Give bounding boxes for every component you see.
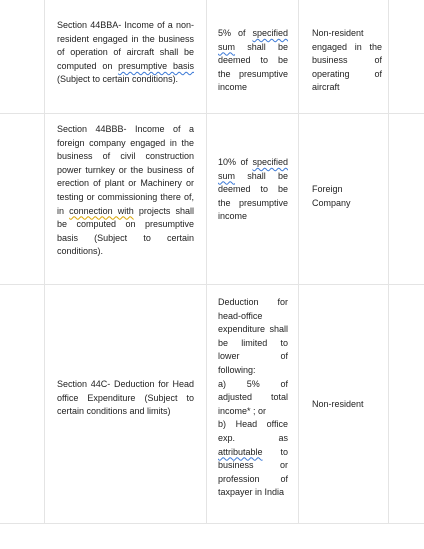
- section-heading: Section 44BBA- Income of a non-resident engaged in the business of operation of aircraft shall be computed on: [57, 20, 194, 71]
- assessee-text: Non-resident: [312, 399, 364, 409]
- column-divider: [298, 114, 299, 284]
- table-row: [0, 114, 424, 285]
- column-divider: [206, 0, 207, 113]
- section-tail: projects shall be computed on presumptive basis (Subject to certain conditions).: [57, 205, 194, 257]
- column-divider: [44, 114, 45, 284]
- column-divider: [44, 0, 45, 113]
- section-heading: Section 44C- Deduction for Head office Expenditure (Subject to certain conditions and limits): [57, 379, 194, 417]
- rate-cell: [218, 156, 288, 224]
- rate-cell: [218, 296, 288, 500]
- rate-intro: Deduction for head-office expenditure shall be limited to lower of following:: [218, 297, 288, 375]
- column-divider: [206, 114, 207, 284]
- rate-tail: shall be deemed to be the presumptive income: [218, 41, 288, 93]
- column-divider: [298, 285, 299, 523]
- rate-prefix: 5% of: [218, 28, 253, 38]
- section-description-cell: [57, 378, 194, 419]
- section-heading: Section 44BBB- Income of a foreign company engaged in the business of civil construction power turnkey or the business of erection of plant or Machinery or testing or commissioning there of, in: [57, 124, 194, 216]
- spellcheck-underlined-text: connection with: [69, 205, 134, 216]
- column-divider: [388, 285, 389, 523]
- rate-prefix: 10% of: [218, 157, 253, 167]
- rate-item-a: a) 5% of adjusted total income* ; or: [218, 378, 288, 416]
- assessee-cell: [312, 183, 382, 210]
- spellcheck-underlined-text: presumptive basis: [118, 60, 194, 71]
- spellcheck-underlined-text: specified sum: [218, 28, 288, 52]
- spellcheck-underlined-text: attributable: [218, 446, 263, 457]
- rate-cell: [218, 27, 288, 95]
- assessee-text: Foreign Company: [312, 184, 351, 208]
- section-description-cell: [57, 19, 194, 87]
- column-divider: [388, 0, 389, 113]
- section-tail: (Subject to certain conditions).: [57, 74, 179, 85]
- column-divider: [44, 285, 45, 523]
- assessee-text: Non-resident engaged in the business of operating of aircraft: [312, 28, 382, 93]
- table-row: [0, 0, 424, 114]
- column-divider: [206, 285, 207, 523]
- assessee-cell: [312, 398, 382, 412]
- rate-item-b-prefix: b) Head office exp. as: [218, 419, 288, 443]
- column-divider: [388, 114, 389, 284]
- rate-item-b-tail: to business or profession of taxpayer in India: [218, 446, 288, 498]
- assessee-cell: [312, 27, 382, 95]
- spellcheck-underlined-text: specified sum: [218, 157, 288, 181]
- section-description-cell: [57, 123, 194, 259]
- table-row: [0, 285, 424, 524]
- rate-tail: shall be deemed to be the presumptive income: [218, 170, 288, 222]
- column-divider: [298, 0, 299, 113]
